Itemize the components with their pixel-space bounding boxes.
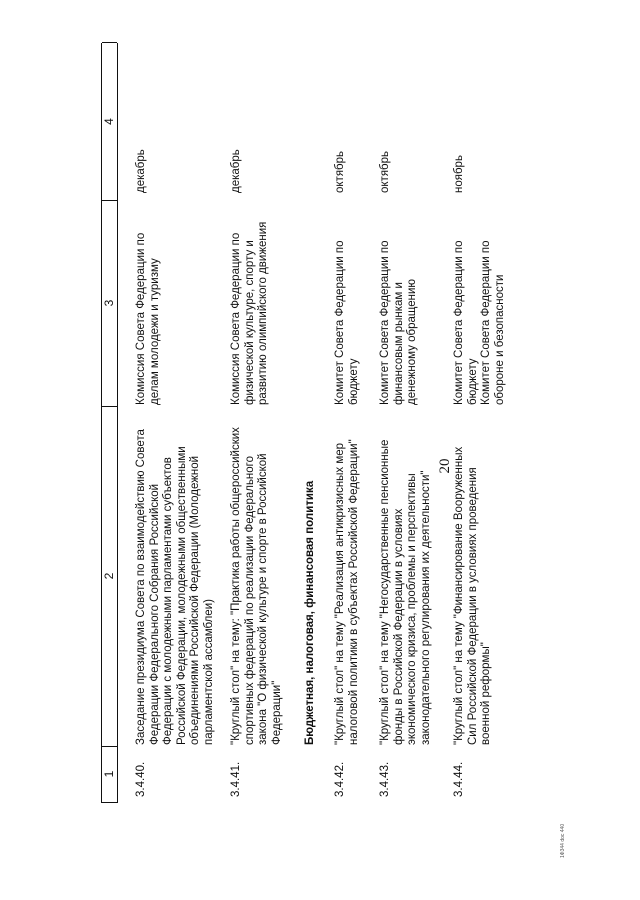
row-number: 3.4.44. (453, 761, 465, 797)
table-header (101, 43, 118, 803)
rotated-table-container (101, 43, 599, 803)
header-col-2: 2 (102, 406, 117, 747)
footer-stamp: 1Ф344 doc 440 (560, 823, 566, 858)
event-date: октябрь (334, 150, 346, 193)
page-number: 20 (437, 458, 453, 474)
event-description: "Круглый стол" на тему "Реализация антикризисных мер налоговой политики в субъектах Российской Федерации" (334, 439, 360, 745)
section-heading: Бюджетная, налоговая, финансовая политика (304, 480, 316, 745)
event-date: ноябрь (453, 155, 465, 193)
event-date: декабрь (135, 149, 147, 193)
header-col-1: 1 (102, 746, 117, 803)
event-date: декабрь (230, 149, 242, 193)
event-date: октябрь (379, 150, 391, 193)
responsible-committee: Комитет Совета Федерации по бюджету (334, 240, 360, 405)
row-number: 3.4.43. (379, 761, 391, 797)
responsible-committee: Комитет Совета Федерации по финансовым рынкам и денежному обращению (379, 240, 419, 405)
responsible-committee: Комиссия Совета Федерации по физической культуре, спорту и развитию олимпийского движения (230, 221, 270, 405)
event-description: "Круглый стол" на тему "Финансирование Вооруженных Сил Российской Федерации в условиях проведения военной реформы" (453, 446, 493, 745)
header-col-3: 3 (102, 200, 117, 407)
row-number: 3.4.41. (230, 761, 242, 797)
event-description: Заседание президиума Совета по взаимодействию Совета Федерации Федерального Собрания Российской Федерации с молодежными парламентами субъектов Российской Федерации, молодежными общественными объединениями Российской Федерации (Молодежной парламентской ассамблеи) (135, 429, 215, 745)
responsible-committee: Комитет Совета Федерации по бюджету Комитет Совета Федерации по обороне и безопасности (453, 240, 506, 405)
row-number: 3.4.42. (334, 761, 346, 797)
header-col-4: 4 (102, 42, 117, 201)
event-description: "Круглый стол" на тему: "Практика работы общероссийских спортивных федераций по реализации Федерального закона "О физической культуре и спорте в Российской Федерации" (230, 427, 283, 745)
events-table (101, 43, 599, 803)
responsible-committee: Комиссия Совета Федерации по делам молодежи и туризму (135, 232, 161, 405)
event-description: "Круглый стол" на тему "Негосударственные пенсионные фонды в Российской Федерации в условиях экономического кризиса, проблемы и перспективы законодательного регулирования их деятельности" (379, 439, 432, 745)
row-number: 3.4.40. (135, 761, 147, 797)
